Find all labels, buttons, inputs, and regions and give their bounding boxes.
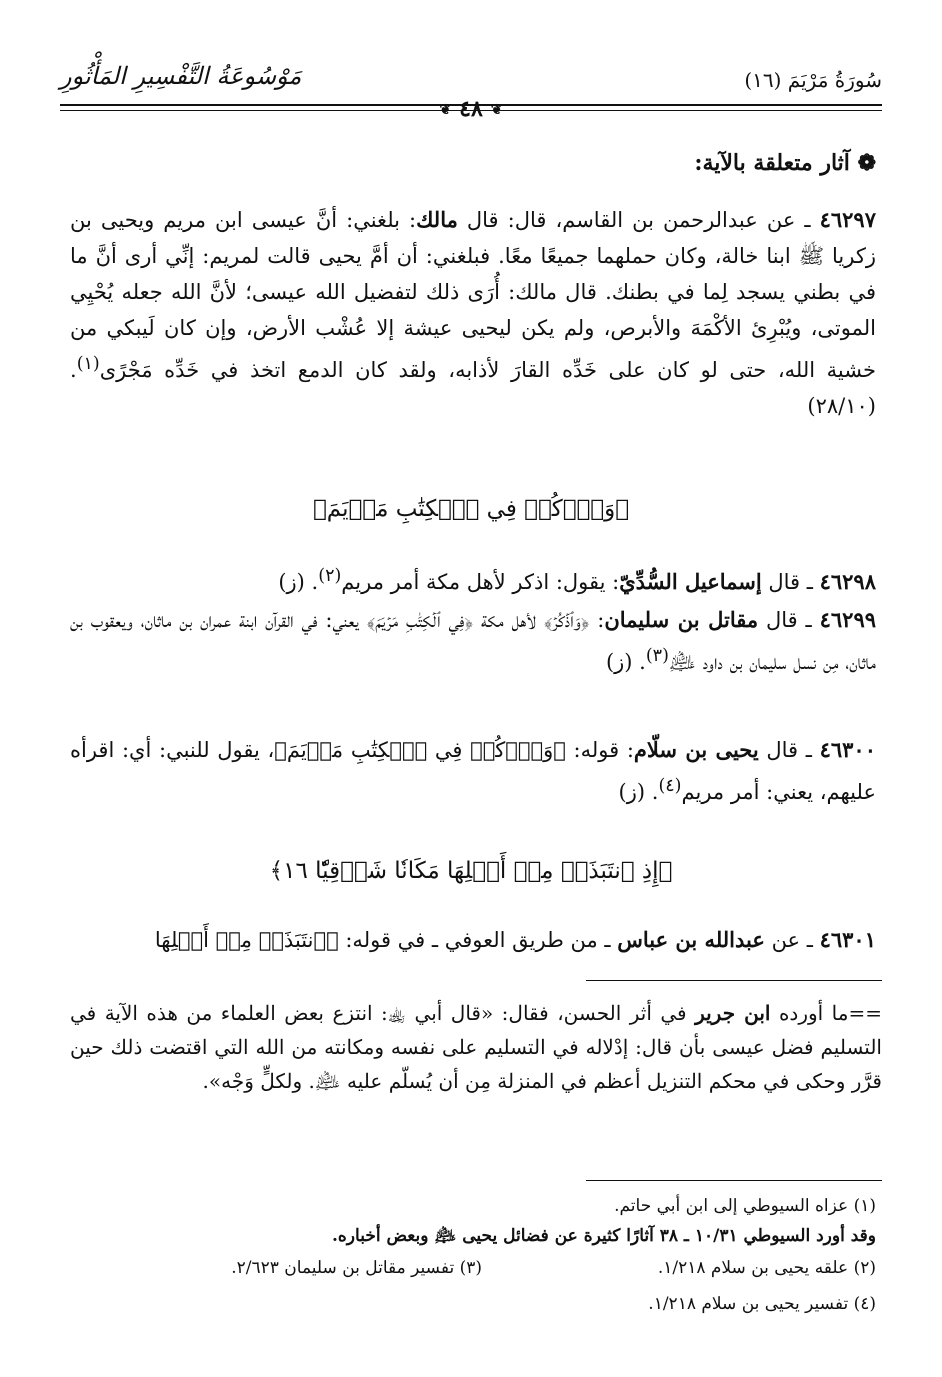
narrator-name: ابن جرير — [695, 1001, 771, 1025]
page-number — [0, 96, 942, 122]
footnote-1: (١) عزاه السيوطي إلى ابن أبي حاتم. — [614, 1196, 876, 1216]
footnote-1-note: وقد أورد السيوطي ١٠/٣١ ـ ٣٨ آثارًا كثيرة عن فضائل يحيى ﵇ وبعض أخباره. — [331, 1226, 876, 1246]
footnote-ref[interactable]: (٣) — [645, 646, 669, 666]
ornament-icon: ❦ — [490, 102, 503, 118]
narration-46300: ٤٦٣٠٠ ـ قال يحيى بن سلّام: قوله: ﴿وَٱذۡكُرۡ فِي ٱلۡكِتَٰبِ مَرۡيَمَ﴾، يقول للنبي: أي: اقرأه عليهم، يعني: أمر مريم$^{(٤)}$. (ز) — [70, 737, 876, 804]
narration-number: ٤٦٢٩٨ — [819, 569, 876, 594]
narration-46299: ٤٦٢٩٩ ـ قال مقاتل بن سليمان: ﴿وَٱذۡكُرۡ﴾ لأهل مكة ﴿فِي ٱلۡكِتَٰبِ مَرۡيَمَ﴾ يعني: في القرآن ابنة عمران بن ماثان، ويعقوب بن ماثان، مِن نسل سليمان بن داود ﵇$^{(٣)}$. (ز) — [70, 607, 877, 674]
narration-number: ٤٦٣٠١ — [819, 927, 876, 952]
book-title: مَوْسُوعَةُ التَّفْسِيرِ المَأْثُورِ — [60, 62, 302, 90]
narrator-name: عبدالله بن عباس — [617, 927, 765, 952]
footnote-divider — [586, 980, 882, 981]
narrator-name: مالك — [416, 207, 458, 232]
continuation-marker: == — [848, 1001, 882, 1025]
footnotes-divider — [586, 1180, 882, 1181]
narrator-name: يحيى بن سلّام — [633, 737, 759, 762]
quran-verse: ﴿إِذِ ٱنتَبَذَتۡ مِنۡ أَهۡلِهَا مَكَانٗا شَرۡقِيّٗا ١٦﴾ — [269, 858, 673, 884]
footnote-3: (٣) تفسير مقاتل بن سليمان ٢/٦٢٣. — [231, 1258, 482, 1278]
ornament-icon: ❦ — [439, 102, 452, 118]
footnote-ref[interactable]: (١) — [76, 354, 100, 374]
footnote-ref[interactable]: (٤) — [658, 776, 682, 796]
quran-verse: ﴿وَٱذۡكُرۡ فِي ٱلۡكِتَٰبِ مَرۡيَمَ﴾ — [312, 496, 630, 522]
narration-number: ٤٦٢٩٧ — [819, 207, 876, 232]
surah-title: سُورَةُ مَرْيَمَ (١٦) — [744, 68, 882, 92]
footnote-continuation: ==ما أورده ابن جرير في أثر الحسن، فقال: «قال أبي ﵀: انتزع بعض العلماء من هذه الآية في التسليم فضل عيسى بأن قال: إدْلاله في التسليم على نفسه ومكانته من الله التي اقتضت ذلك حين قرَّر وحكى في محكم التنزيل أعظم في المنزلة مِن أن يُسلّم عليه ﵇. ولكلٍّ وَجْه». — [70, 1001, 882, 1093]
narration-46301: ٤٦٣٠١ ـ عن عبدالله بن عباس ـ من طريق العوفي ـ في قوله: ﴿ٱنتَبَذَتۡ مِنۡ أَهۡلِهَا — [154, 927, 876, 952]
narrator-name: مقاتل بن سليمان — [604, 607, 759, 632]
narration-number: ٤٦٢٩٩ — [819, 607, 877, 632]
footnote-2: (٢) علقه يحيى بن سلام ١/٢١٨. — [657, 1258, 876, 1278]
narration-46297: ٤٦٢٩٧ ـ عن عبدالرحمن بن القاسم، قال: قال مالك: بلغني: أنَّ عيسى ابن مريم ويحيى بن زكريا ﷺ ابنا خالة، وكان حملهما جميعًا معًا. فبلغني: أن أمَّ يحيى قالت لمريم: إنِّي أرى أنَّ ما في بطني يسجد لِما في بطنك. قال مالك: أُرَى ذلك لتفضيل الله عيسى؛ لأنَّ الله جعله يُحْيِي الموتى، ويُبْرِئ الأكْمَهَ والأبرص، ولم يكن ليحيى عيشة إلا عُشْب الأرض، وإن كان لَيبكي من خشية الله، حتى لو كان على خَدِّه القارَ لأذابه، ولقد كان الدمع اتخذ في خَدِّه مَجْرًى$^{(١)}$. (٢٨/١٠) — [70, 207, 876, 418]
narrator-name: إسماعيل السُّدِّيّ — [619, 569, 762, 594]
narration-46298: ٤٦٢٩٨ ـ قال إسماعيل السُّدِّيّ: يقول: اذكر لأهل مكة أمر مريم$^{(٢)}$. (ز) — [278, 566, 876, 594]
footnote-ref[interactable]: (٢) — [318, 566, 342, 586]
narration-number: ٤٦٣٠٠ — [819, 737, 876, 762]
footnote-4: (٤) تفسير يحيى بن سلام ١/٢١٨. — [648, 1294, 876, 1314]
page-number-value: ٤٨ — [459, 96, 483, 122]
flower-icon: ❁ — [857, 150, 876, 176]
section-heading: ❁ آثار متعلقة بالآية: — [694, 150, 876, 176]
